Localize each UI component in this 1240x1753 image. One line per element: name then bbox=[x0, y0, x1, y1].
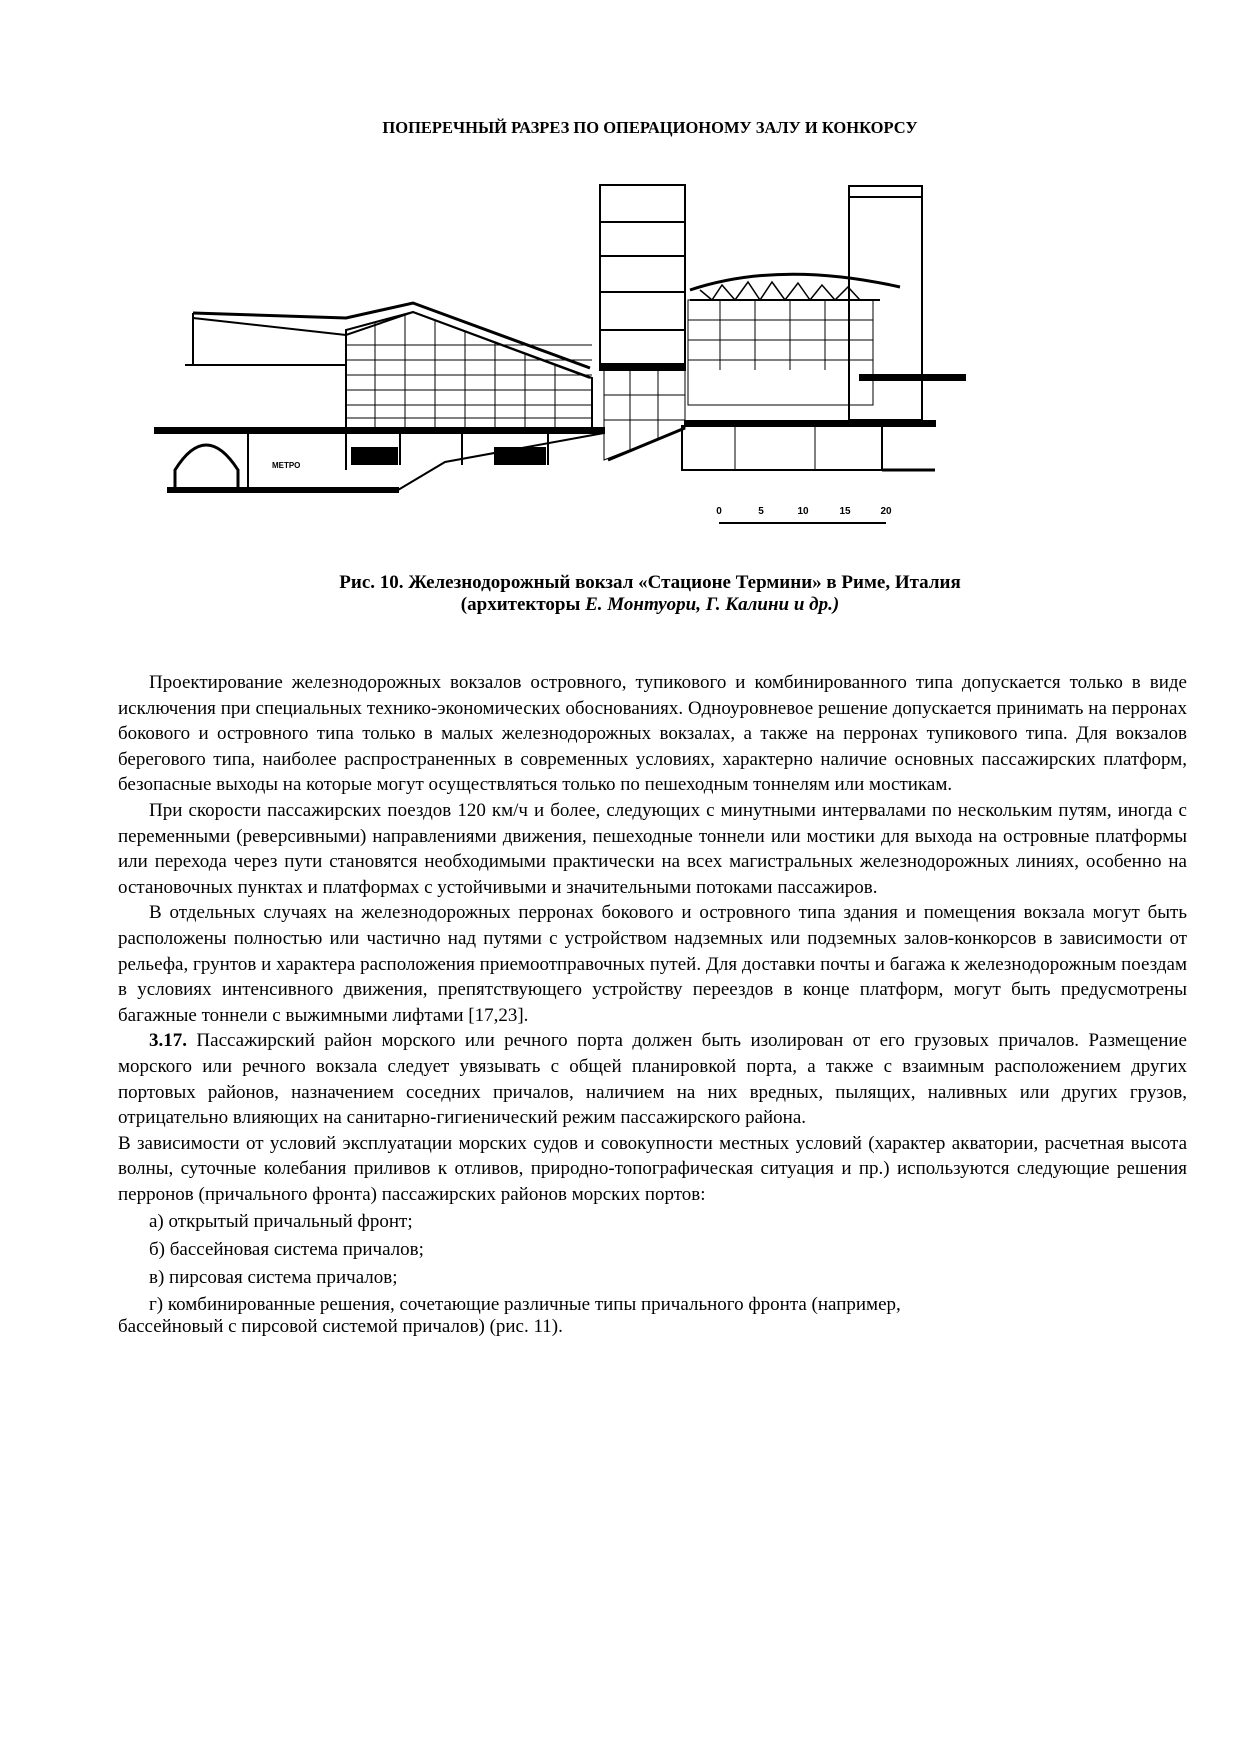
scale-label: 5 bbox=[758, 506, 764, 517]
list-item: а) открытый причальный фронт; bbox=[149, 1211, 413, 1233]
list-item-line: г) комбинированные решения, сочетающие различные типы причального фронта (например, bbox=[149, 1294, 901, 1316]
paragraph: В отдельных случаях на железнодорожных перронах бокового и островного типа здания и помещения вокзала могут быть расположены полностью или частично над путями с устройством надземных или подземных залов-конкорсов в зависимости от рельефа, грунтов и характера расположения приемоотправочных путей. Для доставки почты и багажа к железнодорожным поездам в условиях интенсивного движения, препятствующего устройству переездов в конце платформ, могут быть предусмотрены багажные тоннели с выжимными лифтами [17,23]. bbox=[118, 902, 1187, 1026]
scale-label: 0 bbox=[716, 506, 722, 517]
list-item bbox=[118, 1294, 1187, 1338]
paragraph: При скорости пассажирских поездов 120 км/ч и более, следующих с минутными интервалами по нескольким путям, иногда с переменными (реверсивными) направлениями движения, пешеходные тоннели или мостики для выхода на островные платформы или перехода через пути становятся необходимыми практически на всех магистральных железнодорожных линиях, особенно на остановочных пунктах и платформах с устойчивыми и значительными потоками пассажиров. bbox=[118, 799, 1187, 898]
list-item-line: бассейновый с пирсовой системой причалов) (рис. 11). bbox=[118, 1316, 563, 1338]
figure-title: ПОПЕРЕЧНЫЙ РАЗРЕЗ ПО ОПЕРАЦИОНОМУ ЗАЛУ И КОНКОРСУ bbox=[382, 118, 918, 137]
caption-authors: Е. Монтуори, Г. Калини и др.) bbox=[585, 594, 840, 615]
list-item: в) пирсовая система причалов; bbox=[149, 1266, 398, 1288]
left-hall-glazing bbox=[346, 312, 592, 428]
left-roof bbox=[185, 303, 590, 378]
caption-line-2 bbox=[200, 594, 1100, 616]
caption-prefix: (архитекторы bbox=[460, 594, 586, 615]
section-number: 3.17. bbox=[149, 1030, 187, 1052]
scale-label: 10 bbox=[797, 506, 809, 517]
ground-and-basement bbox=[155, 421, 935, 492]
paragraph: Проектирование железнодорожных вокзалов островного, тупикового и комбинированного типа допускается только в виде исключения при специальных технико-экономических обоснованиях. Одноуровневое решение допускается принимать на перронах бокового и островного типа только в малых железнодорожных вокзалах, а также на перронах тупикового типа. Для вокзалов берегового типа, наиболее распространенных в современных условиях, характерно наличие основных пассажирских платформ, безопасные выходы на которые могут осуществляться только по пешеходным тоннелям или мостикам. bbox=[118, 672, 1187, 796]
paragraph-text: Пассажирский район морского или речного порта должен быть изолирован от его грузовых причалов. Размещение морского или речного вокзала следует увязывать с общей планировкой порта, а также с взаимным расположением других портовых районов, назначением соседних причалов, наличием на них вредных, пылящих, наливных или других грузов, отрицательно влияющих на санитарно-гигиенический режим пассажирского района. bbox=[118, 1030, 1187, 1129]
caption-line-1: Рис. 10. Железнодорожный вокзал «Стационе Термини» в Риме, Италия bbox=[339, 572, 961, 593]
right-hall bbox=[688, 186, 965, 420]
body-text bbox=[118, 670, 1187, 1338]
figure-caption bbox=[200, 572, 1100, 616]
scale-label: 20 bbox=[880, 506, 892, 517]
station-cross-section-drawing bbox=[0, 0, 1240, 560]
scale-bar bbox=[716, 506, 892, 523]
list-item: б) бассейновая система причалов; bbox=[149, 1239, 424, 1261]
metro-label: МЕТРО bbox=[272, 461, 301, 470]
tower bbox=[600, 185, 685, 460]
paragraph: В зависимости от условий эксплуатации морских судов и совокупности местных условий (характер акватории, расчетная высота волны, суточные колебания приливов к отливов, природно-топографическая ситуация и пр.) используются следующие решения перронов (причального фронта) пассажирских районов морских портов: bbox=[118, 1132, 1187, 1205]
scale-label: 15 bbox=[839, 506, 851, 517]
paragraph bbox=[118, 1028, 1187, 1130]
